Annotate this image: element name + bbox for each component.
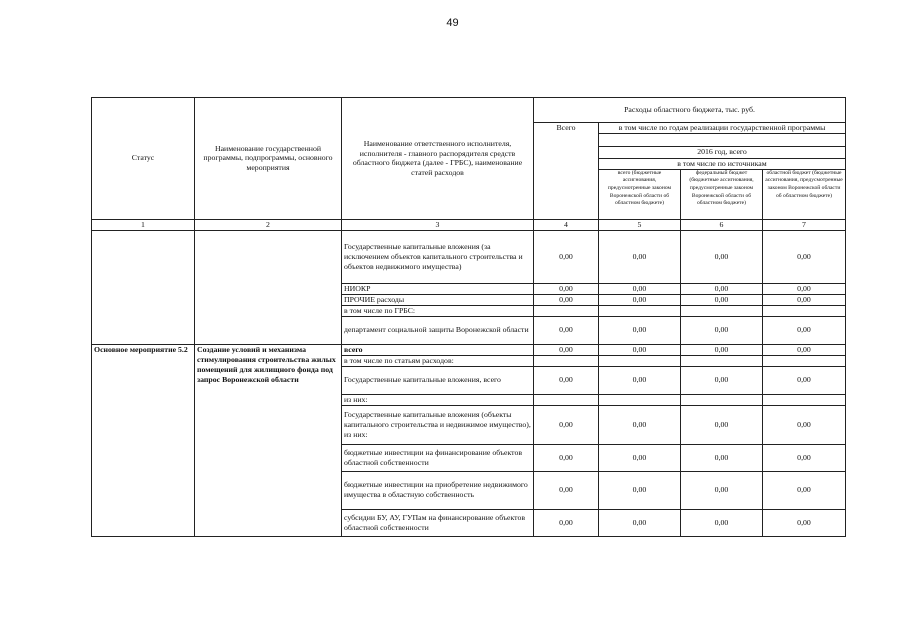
row-value — [534, 305, 599, 316]
row-label: Государственные капитальные вложения, всего — [342, 366, 534, 394]
row-value: 0,00 — [599, 230, 681, 283]
row-value: 0,00 — [681, 405, 763, 444]
row-value: 0,00 — [681, 316, 763, 344]
row-value — [763, 305, 846, 316]
col-number-7: 7 — [763, 219, 846, 230]
row-value — [534, 394, 599, 405]
row-value: 0,00 — [763, 316, 846, 344]
row-label: субсидии БУ, АУ, ГУПам на финансирование объектов областной собственности — [342, 509, 534, 536]
header-total: Всего — [534, 123, 599, 220]
empty-status-cell — [92, 230, 195, 344]
row-label: в том числе по ГРБС: — [342, 305, 534, 316]
row-value: 0,00 — [534, 405, 599, 444]
row-value: 0,00 — [599, 444, 681, 471]
header-source-regional: областной бюджет (бюджетные ассигнования, предусмотренные законом Воронежской области об областном бюджете) — [763, 169, 846, 219]
header-by-years: в том числе по годам реализации государственной программы — [599, 123, 846, 134]
header-status: Статус — [92, 98, 195, 220]
row-value: 0,00 — [763, 405, 846, 444]
table-row — [92, 230, 846, 283]
row-value: 0,00 — [599, 316, 681, 344]
row-value: 0,00 — [763, 283, 846, 294]
row-value: 0,00 — [534, 283, 599, 294]
row-value: 0,00 — [599, 471, 681, 509]
row-value: 0,00 — [681, 344, 763, 355]
row-value: 0,00 — [599, 283, 681, 294]
row-value — [681, 394, 763, 405]
row-value: 0,00 — [534, 294, 599, 305]
measure-status: Основное мероприятие 5.2 — [92, 344, 195, 536]
row-value: 0,00 — [599, 405, 681, 444]
row-label: всего — [342, 344, 534, 355]
col-number-2: 2 — [195, 219, 342, 230]
row-label: бюджетные инвестиции на финансирование объектов областной собственности — [342, 444, 534, 471]
header-by-sources: в том числе по источникам — [599, 158, 846, 169]
row-value: 0,00 — [599, 366, 681, 394]
row-value: 0,00 — [534, 230, 599, 283]
empty-name-cell — [195, 230, 342, 344]
row-value — [763, 394, 846, 405]
row-label: из них: — [342, 394, 534, 405]
row-value: 0,00 — [763, 294, 846, 305]
row-value — [681, 355, 763, 366]
col-number-6: 6 — [681, 219, 763, 230]
row-value: 0,00 — [681, 444, 763, 471]
row-value: 0,00 — [763, 230, 846, 283]
row-value — [763, 355, 846, 366]
row-label: департамент социальной защиты Воронежской области — [342, 316, 534, 344]
header-program-name: Наименование государственной программы, подпрограммы, основного мероприятия — [195, 98, 342, 220]
row-value: 0,00 — [534, 471, 599, 509]
measure-name: Создание условий и механизма стимулирования строительства жилых помещений для жилищного фонда под запрос Воронежской области — [195, 344, 342, 536]
col-number-4: 4 — [534, 219, 599, 230]
row-value: 0,00 — [681, 294, 763, 305]
row-value — [599, 305, 681, 316]
row-label: бюджетные инвестиции на приобретение недвижимого имущества в областную собственность — [342, 471, 534, 509]
row-label: ПРОЧИЕ расходы — [342, 294, 534, 305]
col-number-3: 3 — [342, 219, 534, 230]
header-spacer — [599, 133, 846, 146]
row-label: Государственные капитальные вложения (за исключением объектов капитального строительства и объектов недвижимого имущества) — [342, 230, 534, 283]
row-value: 0,00 — [681, 283, 763, 294]
table-row — [92, 344, 846, 355]
header-source-federal: федеральный бюджет (бюджетные ассигнования, предусмотренные законом Воронежской области об областном бюджете) — [681, 169, 763, 219]
row-value — [681, 305, 763, 316]
header-year: 2016 год, всего — [599, 146, 846, 158]
row-value: 0,00 — [681, 366, 763, 394]
row-value: 0,00 — [763, 471, 846, 509]
row-value — [599, 394, 681, 405]
row-value: 0,00 — [534, 509, 599, 536]
row-value: 0,00 — [681, 230, 763, 283]
row-value: 0,00 — [534, 444, 599, 471]
budget-table — [91, 97, 846, 537]
header-executor-name: Наименование ответственного исполнителя, исполнителя - главного распорядителя средств областного бюджета (далее - ГРБС), наименование статей расходов — [342, 98, 534, 220]
row-value: 0,00 — [763, 344, 846, 355]
row-label: НИОКР — [342, 283, 534, 294]
row-value: 0,00 — [681, 471, 763, 509]
page-number: 49 — [446, 17, 459, 29]
row-value — [599, 355, 681, 366]
row-value: 0,00 — [599, 294, 681, 305]
row-value: 0,00 — [534, 344, 599, 355]
row-label: в том числе по статьям расходов: — [342, 355, 534, 366]
row-value: 0,00 — [763, 444, 846, 471]
col-number-1: 1 — [92, 219, 195, 230]
row-label: Государственные капитальные вложения (объекты капитального строительства и недвижимое имущество), из них: — [342, 405, 534, 444]
row-value: 0,00 — [763, 366, 846, 394]
row-value: 0,00 — [681, 509, 763, 536]
col-number-5: 5 — [599, 219, 681, 230]
row-value: 0,00 — [534, 316, 599, 344]
row-value — [534, 355, 599, 366]
row-value: 0,00 — [763, 509, 846, 536]
row-value: 0,00 — [599, 509, 681, 536]
row-value: 0,00 — [534, 366, 599, 394]
header-expenses-title: Расходы областного бюджета, тыс. руб. — [534, 98, 846, 123]
row-value: 0,00 — [599, 344, 681, 355]
header-source-all: всего (бюджетные ассигнования, предусмотренные законом Воронежской области об областном бюджете) — [599, 169, 681, 219]
